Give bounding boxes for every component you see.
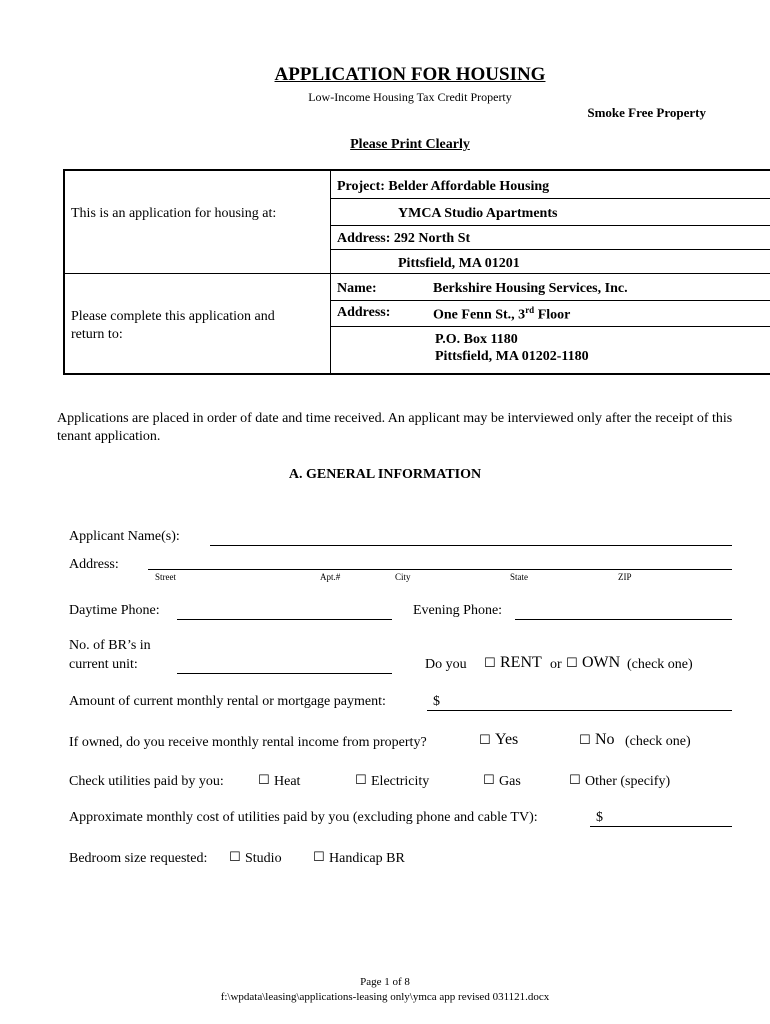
rental-income-question: If owned, do you receive monthly rental income from property? [69, 735, 427, 750]
table-rule [330, 249, 770, 250]
return-po-box: P.O. Box 1180 [435, 332, 518, 347]
daytime-phone-label: Daytime Phone: [69, 603, 160, 618]
property-info-table [63, 169, 770, 375]
heat-checkbox[interactable]: ☐ [258, 773, 270, 788]
electricity-label: Electricity [371, 774, 430, 789]
project-name: Project: Belder Affordable Housing [337, 179, 550, 194]
studio-label: Studio [245, 851, 282, 866]
document-subtitle: Low-Income Housing Tax Credit Property [308, 90, 512, 104]
address-label: Address: [69, 557, 119, 572]
return-address-label: Address: [337, 305, 391, 320]
intro-paragraph: Applications are placed in order of date and time received. An applicant may be interviewed only after the receipt of this tenant application. [57, 411, 733, 444]
project-name-line2: YMCA Studio Apartments [398, 206, 558, 221]
rent-checkbox[interactable]: ☐ [484, 656, 496, 671]
utilities-label: Check utilities paid by you: [69, 774, 224, 789]
project-address: Address: 292 North St [337, 231, 471, 246]
project-address-line2: Pittsfield, MA 01201 [398, 256, 520, 271]
check-one-label: (check one) [627, 657, 693, 672]
bedrooms-field[interactable] [177, 673, 392, 674]
daytime-phone-field[interactable] [177, 619, 392, 620]
no-label: No [595, 731, 615, 748]
file-path: f:\wpdata\leasing\applications-leasing only\ymca app revised 031121.docx [220, 991, 550, 1003]
own-label: OWN [582, 654, 621, 671]
table-rule [330, 300, 770, 301]
evening-phone-label: Evening Phone: [413, 603, 503, 618]
return-city: Pittsfield, MA 01202-1180 [435, 349, 589, 364]
zip-caption: ZIP [618, 572, 632, 582]
rent-payment-field[interactable] [427, 710, 732, 711]
rent-label: RENT [500, 654, 542, 671]
table-rule [330, 326, 770, 327]
bedrooms-label-line2: current unit: [69, 657, 138, 672]
gas-checkbox[interactable]: ☐ [483, 773, 495, 788]
evening-phone-field[interactable] [515, 619, 732, 620]
table-rule [330, 225, 770, 226]
address-field[interactable] [148, 569, 732, 570]
electricity-checkbox[interactable]: ☐ [355, 773, 367, 788]
yes-checkbox[interactable]: ☐ [479, 733, 491, 748]
section-heading: A. GENERAL INFORMATION [288, 467, 482, 482]
apt-caption: Apt.# [320, 572, 341, 582]
document-title: APPLICATION FOR HOUSING [274, 64, 546, 85]
state-caption: State [510, 572, 528, 582]
rent-payment-label: Amount of current monthly rental or mortgage payment: [69, 694, 386, 709]
handicap-label: Handicap BR [329, 851, 405, 866]
table-divider [330, 171, 331, 373]
housing-at-label: This is an application for housing at: [71, 206, 277, 221]
return-address-value: One Fenn St., 3rd Floor [433, 305, 571, 323]
applicant-names-label: Applicant Name(s): [69, 529, 180, 544]
street-caption: Street [155, 572, 176, 582]
dollar-sign-2: $ [596, 810, 603, 825]
return-name-value: Berkshire Housing Services, Inc. [433, 281, 628, 296]
check-one-label-2: (check one) [625, 734, 691, 749]
handicap-checkbox[interactable]: ☐ [313, 850, 325, 865]
applicant-names-field[interactable] [210, 545, 732, 546]
return-to-label: Please complete this application and return to: [71, 309, 275, 342]
do-you-label: Do you [425, 657, 467, 672]
table-rule [330, 198, 770, 199]
table-rule [65, 273, 770, 274]
utility-cost-label: Approximate monthly cost of utilities paid by you (excluding phone and cable TV): [69, 810, 538, 825]
other-checkbox[interactable]: ☐ [569, 773, 581, 788]
studio-checkbox[interactable]: ☐ [229, 850, 241, 865]
print-clearly-label: Please Print Clearly [350, 137, 470, 152]
page-number: Page 1 of 8 [360, 976, 410, 988]
bedroom-size-label: Bedroom size requested: [69, 851, 208, 866]
other-label: Other (specify) [585, 774, 671, 789]
gas-label: Gas [499, 774, 521, 789]
yes-label: Yes [495, 731, 519, 748]
bedrooms-label-line1: No. of BR’s in [69, 638, 151, 653]
utility-cost-field[interactable] [590, 826, 732, 827]
return-name-label: Name: [337, 281, 377, 296]
smoke-free-label: Smoke Free Property [587, 105, 706, 120]
dollar-sign: $ [433, 694, 440, 709]
city-caption: City [395, 572, 411, 582]
no-checkbox[interactable]: ☐ [579, 733, 591, 748]
heat-label: Heat [274, 774, 301, 789]
or-label: or [550, 657, 562, 672]
own-checkbox[interactable]: ☐ [566, 656, 578, 671]
